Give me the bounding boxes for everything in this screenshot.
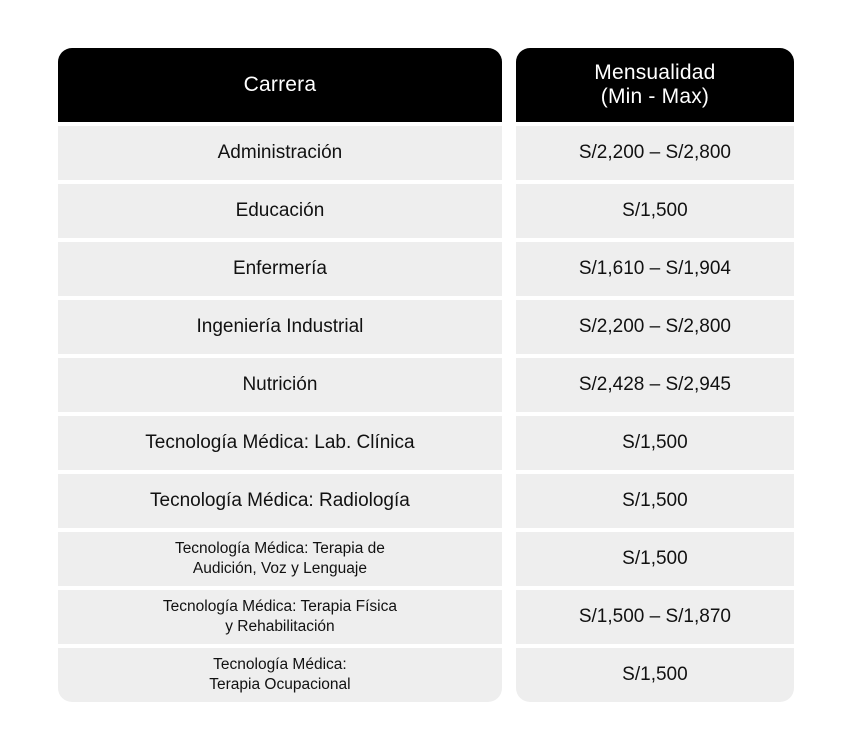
table-row bbox=[516, 474, 794, 528]
career-name-second-line: y Rehabilitación bbox=[225, 618, 335, 635]
table-row bbox=[58, 184, 502, 238]
table-row bbox=[516, 126, 794, 180]
table-row bbox=[58, 532, 502, 586]
career-name-second-line: Audición, Voz y Lenguaje bbox=[192, 560, 367, 577]
fee-value: S/1,500 bbox=[622, 663, 688, 685]
careers-header-label: Carrera bbox=[243, 72, 317, 96]
table-row bbox=[58, 590, 502, 644]
table-row bbox=[516, 242, 794, 296]
table-row bbox=[58, 474, 502, 528]
table-row bbox=[516, 532, 794, 586]
fees-header-label-line1: Mensualidad bbox=[594, 60, 716, 84]
fees-header-label-line2: (Min - Max) bbox=[600, 85, 710, 108]
table-row bbox=[58, 358, 502, 412]
table-row bbox=[58, 416, 502, 470]
table-row bbox=[516, 648, 794, 702]
career-name: Tecnología Médica: Terapia de bbox=[174, 539, 385, 557]
career-name: Tecnología Médica: Terapia Física bbox=[162, 597, 397, 615]
careers-column-header bbox=[58, 48, 502, 122]
career-name: Administración bbox=[217, 141, 343, 163]
fee-value: S/2,428 – S/2,945 bbox=[578, 373, 731, 395]
career-name: Tecnología Médica: Lab. Clínica bbox=[145, 431, 415, 453]
fee-value: S/1,500 bbox=[622, 431, 688, 453]
fee-value: S/1,500 bbox=[622, 547, 688, 569]
fees-column-header bbox=[516, 48, 794, 122]
table-row bbox=[58, 648, 502, 702]
table-row bbox=[58, 126, 502, 180]
table-row bbox=[58, 300, 502, 354]
table-row bbox=[516, 300, 794, 354]
career-name: Enfermería bbox=[232, 257, 327, 279]
fee-value: S/1,500 – S/1,870 bbox=[578, 605, 731, 627]
career-name: Educación bbox=[235, 199, 325, 221]
table-row bbox=[516, 184, 794, 238]
careers-column bbox=[58, 48, 502, 702]
career-name: Tecnología Médica: Radiología bbox=[150, 489, 410, 511]
career-name: Nutrición bbox=[242, 373, 318, 395]
fee-value: S/1,500 bbox=[622, 489, 688, 511]
fee-value: S/2,200 – S/2,800 bbox=[578, 315, 731, 337]
career-name-second-line: Terapia Ocupacional bbox=[209, 676, 351, 693]
tuition-table bbox=[58, 48, 794, 702]
fee-value: S/2,200 – S/2,800 bbox=[578, 141, 731, 163]
fee-value: S/1,500 bbox=[622, 199, 688, 221]
table-row bbox=[516, 358, 794, 412]
table-row bbox=[58, 242, 502, 296]
table-row bbox=[516, 416, 794, 470]
table-row bbox=[516, 590, 794, 644]
career-name: Tecnología Médica: bbox=[213, 655, 347, 673]
fees-column bbox=[516, 48, 794, 702]
fee-value: S/1,610 – S/1,904 bbox=[578, 257, 731, 279]
career-name: Ingeniería Industrial bbox=[196, 315, 364, 337]
